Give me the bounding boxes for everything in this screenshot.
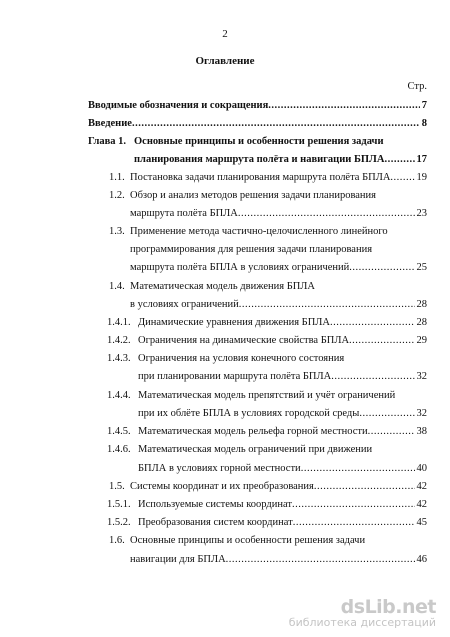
toc-entry-number: 1.4.1. [107, 317, 131, 328]
toc-entry-text: Системы координат и их преобразования [130, 481, 314, 492]
toc-entry-text: Ограничения на условия конечного состояния [138, 353, 345, 364]
toc-entry-page: 17 [416, 154, 427, 165]
leader-dots [349, 261, 414, 275]
toc-entry-text: программирования для решения задачи планирования [130, 244, 373, 255]
leader-dots [384, 153, 414, 167]
toc-entry-1-3-cont [0, 243, 450, 257]
toc-entry-number: 1.4.6. [107, 444, 131, 455]
watermark [289, 596, 436, 629]
toc-entry-number: 1.4.2. [107, 335, 131, 346]
toc-entry-number: 1.4. [109, 281, 125, 292]
toc-entry-text: Динамические уравнения движения БПЛА [138, 317, 330, 328]
leader-dots [368, 425, 415, 439]
toc-entry-text: маршрута полёта БПЛА [130, 208, 238, 219]
toc-entry-page: 38 [416, 426, 427, 437]
toc-entry-1-4-1 [0, 316, 450, 330]
toc-entry-1-4-4 [0, 389, 450, 403]
toc-entry-number: 1.2. [109, 190, 125, 201]
toc-entry-1-3-cont2 [0, 261, 450, 275]
toc-entry-text: Постановка задачи планирования маршрута полёта БПЛА [130, 172, 391, 183]
toc-entry-page: 29 [416, 335, 427, 346]
toc-entry-number: 1.4.4. [107, 390, 131, 401]
toc-entry-number: 1.5.1. [107, 499, 131, 510]
toc-entry-1-4-5 [0, 425, 450, 439]
toc-entry-number: 1.1. [109, 172, 125, 183]
toc-entry-text: Математическая модель движения БПЛА [130, 281, 316, 292]
leader-dots [239, 298, 415, 312]
page-column-label: Стр. [407, 81, 427, 92]
leader-dots [331, 370, 414, 384]
toc-entry-introduction [0, 117, 450, 131]
toc-entry-1-5 [0, 480, 450, 494]
toc-entry-1-2-cont [0, 207, 450, 221]
toc-entry-text: планирования маршрута полёта и навигации БПЛА [134, 154, 385, 165]
toc-entry-chapter-1 [0, 135, 450, 149]
toc-entry-1-3 [0, 225, 450, 239]
toc-entry-abbreviations [0, 99, 450, 113]
toc-entry-page: 19 [416, 172, 427, 183]
toc-entry-text: Обзор и анализ методов решения задачи планирования [130, 190, 376, 201]
toc-entry-number: 1.6. [109, 535, 125, 546]
toc-entry-1-6-cont [0, 553, 450, 567]
toc-entry-1-4-4-cont [0, 407, 450, 421]
toc-entry-page: 7 [421, 100, 427, 111]
leader-dots [226, 553, 415, 567]
page-number: 2 [222, 28, 228, 40]
toc-entry-page: 28 [416, 299, 427, 310]
toc-entry-text: Основные принципы и особенности решения задачи [134, 136, 384, 147]
toc-entry-page: 32 [416, 371, 427, 382]
toc-entry-page: 42 [416, 481, 427, 492]
leader-dots [314, 480, 415, 494]
watermark-subtitle: библиотека диссертаций [288, 616, 436, 629]
toc-entry-text: Вводимые обозначения и сокращения [88, 100, 269, 111]
toc-entry-number: 1.4.5. [107, 426, 131, 437]
toc-entry-number: 1.5. [109, 481, 125, 492]
toc-entry-page: 42 [416, 499, 427, 510]
toc-entry-text: Математическая модель препятствий и учёт ограничений [138, 390, 396, 401]
leader-dots [390, 171, 414, 185]
toc-entry-text: навигации для БПЛА [130, 554, 226, 565]
toc-entry-page: 8 [421, 118, 427, 129]
toc-entry-text: Ограничения на динамические свойства БПЛА [138, 335, 350, 346]
toc-entry-1-1 [0, 171, 450, 185]
toc-heading: Оглавление [195, 55, 255, 67]
toc-entry-1-2 [0, 189, 450, 203]
toc-entry-page: 23 [416, 208, 427, 219]
toc-entry-page: 32 [416, 408, 427, 419]
toc-entry-1-5-2 [0, 516, 450, 530]
toc-entry-number: 1.4.3. [107, 353, 131, 364]
toc-entry-1-4-3-cont [0, 370, 450, 384]
toc-entry-text: БПЛА в условиях горной местности [138, 463, 301, 474]
toc-entry-text: Применение метода частично-целочисленного линейного [130, 226, 388, 237]
toc-entry-text: Основные принципы и особенности решения задачи [130, 535, 366, 546]
toc-entry-1-4 [0, 280, 450, 294]
leader-dots [301, 462, 415, 476]
leader-dots [293, 516, 415, 530]
toc-entry-number: 1.3. [109, 226, 125, 237]
toc-entry-page: 25 [416, 262, 427, 273]
leader-dots [132, 117, 420, 131]
leader-dots [238, 207, 415, 221]
leader-dots [330, 316, 415, 330]
toc-entry-text: в условиях ограничений [130, 299, 239, 310]
toc-entry-number: 1.5.2. [107, 517, 131, 528]
toc-entry-page: 40 [416, 463, 427, 474]
toc-entry-number: Глава 1. [88, 136, 127, 147]
leader-dots [359, 407, 414, 421]
toc-entry-1-4-cont [0, 298, 450, 312]
watermark-logo: dsLib.net [340, 596, 436, 618]
toc-entry-text: при планировании маршрута полёта БПЛА [138, 371, 332, 382]
toc-entry-text: Используемые системы координат [138, 499, 292, 510]
toc-entry-text: маршрута полёта БПЛА в условиях ограничений [130, 262, 350, 273]
toc-entry-1-4-3 [0, 352, 450, 366]
toc-entry-text: Введение [88, 118, 132, 129]
toc-entry-text: при их облёте БПЛА в условиях городской среды [138, 408, 360, 419]
toc-entry-page: 28 [416, 317, 427, 328]
toc-entry-text: Математическая модель рельефа горной местности [138, 426, 368, 437]
leader-dots [349, 334, 414, 348]
toc-entry-text: Математическая модель ограничений при движении [138, 444, 373, 455]
toc-entry-chapter-1-cont [0, 153, 450, 167]
toc-entry-1-6 [0, 534, 450, 548]
toc-entry-page: 45 [416, 517, 427, 528]
toc-entry-page: 46 [416, 554, 427, 565]
leader-dots [268, 99, 419, 113]
leader-dots [292, 498, 415, 512]
toc-entry-1-5-1 [0, 498, 450, 512]
toc-entry-text: Преобразования систем координат [138, 517, 293, 528]
toc-entry-1-4-6 [0, 443, 450, 457]
toc-entry-1-4-2 [0, 334, 450, 348]
toc-entry-1-4-6-cont [0, 462, 450, 476]
